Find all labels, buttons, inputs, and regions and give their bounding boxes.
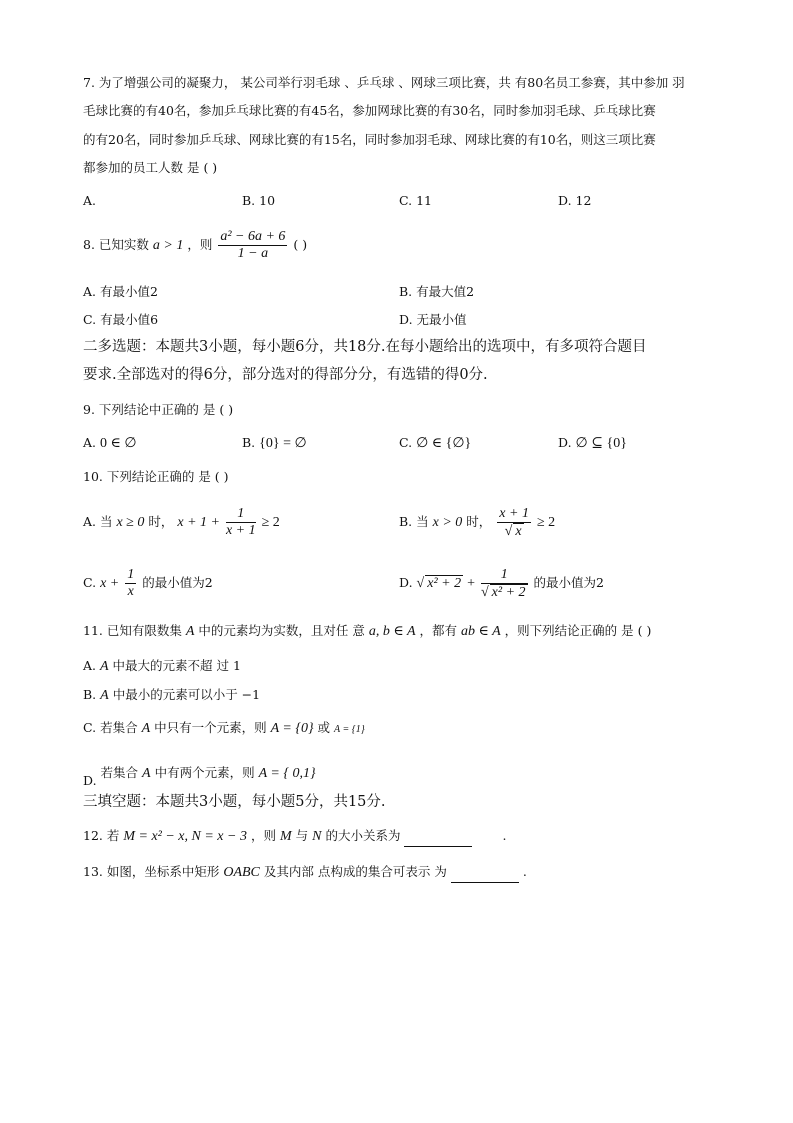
q9-option-d-math: ∅ ⊆ {0}: [575, 436, 627, 451]
q12-mid1: ，则: [250, 828, 276, 843]
q10-d-den: x² + 2: [491, 584, 526, 600]
q11-stem-set: A: [185, 624, 195, 639]
q12-n: N: [312, 829, 322, 844]
q10-d-sqrt-wrap: √ x² + 2: [416, 576, 462, 591]
q12-line: [83, 826, 506, 847]
q9-option-c-label: C.: [399, 435, 413, 450]
q10-b-right: ≥ 2: [536, 515, 556, 530]
q11-stem-b: 中的元素均为实数，且对任 意: [198, 623, 365, 638]
q11-c-set1: A = {0}: [270, 721, 314, 736]
section3-line1: 三填空题：本题共3小题，每小题5分，共15分.: [83, 794, 386, 810]
q12-answer-blank[interactable]: [404, 832, 472, 847]
q10-c-den: x: [127, 584, 134, 599]
q11-b-set: A: [100, 688, 109, 703]
q11-b-label: B.: [83, 687, 97, 702]
q10-stem: 10. 下列结论正确的 是 ( ): [83, 469, 229, 484]
q10-a-time: 时，: [148, 514, 174, 529]
q13-answer-blank[interactable]: [451, 868, 519, 883]
q9-stem: 9. 下列结论中正确的 是 ( ): [83, 402, 234, 417]
q11-option-a: [83, 656, 241, 677]
q13-line: [83, 862, 527, 883]
q11-c-set2: A = {1}: [334, 724, 365, 735]
q9-option-d-label: D.: [558, 435, 572, 450]
q11-stem-cond: a, b ∈ A: [368, 624, 416, 639]
q11-c-mid: 中只有一个元素，则: [154, 720, 267, 735]
q10-d-sqrt1: x² + 2: [427, 576, 462, 591]
q10-a-den: x + 1: [225, 523, 256, 538]
q11-d-set-name: A: [142, 766, 151, 781]
q8-stem: [83, 226, 307, 265]
q9-option-c-math: ∅ ∈ {∅}: [416, 436, 472, 451]
q10-b-fraction: [497, 506, 531, 540]
q8-condition: a > 1: [152, 238, 184, 253]
q10-option-c: [83, 563, 213, 604]
q7-option-d: D. 12: [558, 193, 592, 208]
q10-b-time: 时，: [466, 514, 492, 529]
q11-a-set: A: [100, 659, 109, 674]
q10-option-a: [83, 502, 280, 543]
q12-end: .: [502, 828, 507, 843]
q10-b-den: x: [515, 523, 522, 539]
q10-option-b: [399, 502, 555, 543]
q7-line4: 都参加的员工人数 是 ( ): [83, 160, 218, 175]
q11-d-set: A = { 0,1}: [258, 766, 316, 781]
q11-stem-a: 11. 已知有限数集: [83, 623, 182, 638]
q10-a-num: 1: [226, 506, 256, 523]
q10-c-label: C.: [83, 575, 97, 590]
q11-stem-c: ，都有: [419, 623, 458, 638]
q7-line3: 的有20名，同时参加乒乓球、网球比赛的有15名，同时参加羽毛球、网球比赛的有10名，则这三项比赛: [83, 132, 656, 147]
q11-option-c: [83, 718, 365, 740]
q11-d-mid: 中有两个元素，则: [154, 765, 255, 780]
q10-c-expr: x +: [100, 576, 120, 591]
q11-a-label: A.: [83, 658, 97, 673]
q8-mid: ，则: [187, 237, 213, 252]
q10-c-num: 1: [127, 567, 135, 582]
q10-c-fraction: [125, 567, 136, 600]
q9-option-a-label: A.: [83, 435, 97, 450]
q9-option-d: [558, 433, 627, 454]
q10-b-label: B. 当: [399, 514, 429, 529]
q9-option-b-math: {0} = ∅: [259, 436, 307, 451]
q11-stem-ab: ab ∈ A: [461, 624, 501, 639]
q10-a-expr: x + 1 +: [177, 515, 220, 530]
q10-d-plus: +: [467, 576, 475, 591]
q8-option-c: C. 有最小值6: [83, 312, 159, 327]
q11-c-or: 或: [317, 720, 331, 735]
q12-m: M: [279, 829, 292, 844]
section2-line1: 二多选题：本题共3小题，每小题6分，共18分.在每小题给出的选项中，有多项符合题目: [83, 339, 647, 355]
q8-paren: ( ): [293, 237, 308, 252]
q9-option-a: [83, 433, 137, 454]
q9-option-b: [242, 433, 307, 454]
q12-tail: 的大小关系为: [325, 828, 401, 843]
q8-denominator: 1 − a: [237, 246, 269, 261]
q8-numerator: a² − 6a + 6: [220, 229, 286, 244]
q10-d-tail: 的最小值为2: [533, 575, 604, 590]
q11-d-label: D.: [83, 773, 97, 788]
q12-mid2: 与: [295, 828, 309, 843]
q11-b-text: 中最小的元素可以小于 −1: [112, 687, 261, 702]
q10-a-label: A. 当: [83, 514, 113, 529]
q10-option-d: [399, 563, 604, 604]
q13-label: 13. 如图，坐标系中矩形: [83, 864, 220, 879]
q9-option-c: [399, 433, 471, 454]
q10-a-fraction: [226, 506, 256, 539]
q10-b-den-wrap: √ x: [504, 523, 522, 539]
q7-option-a: A.: [83, 193, 97, 208]
q8-option-d: D. 无最小值: [399, 312, 467, 327]
q11-d-prefix: 若集合: [100, 765, 139, 780]
q11-option-d: [83, 760, 316, 787]
q10-a-cond: x ≥ 0: [116, 515, 145, 530]
q11-c-set: A: [141, 721, 151, 736]
q10-d-fraction: [481, 567, 528, 601]
q10-a-right: ≥ 2: [261, 515, 280, 530]
q9-option-b-label: B.: [242, 435, 256, 450]
q10-d-den-wrap: √ x² + 2: [480, 584, 526, 600]
q8-fraction: [218, 229, 287, 262]
q11-stem: [83, 621, 651, 642]
section2-line2: 要求.全部选对的得6分，部分选对的得部分分，有选错的得0分.: [83, 367, 488, 383]
q12-expr: M = x² − x, N = x − 3: [123, 829, 247, 844]
q8-option-b: B. 有最大值2: [399, 284, 475, 299]
q7-option-c: C. 11: [399, 193, 432, 208]
q13-end: .: [522, 864, 527, 879]
q13-mid: 及其内部 点构成的集合可表示 为: [263, 864, 447, 879]
q8-option-a: A. 有最小值2: [83, 284, 158, 299]
q8-prefix: 8. 已知实数: [83, 237, 149, 252]
q10-b-cond: x > 0: [432, 515, 463, 530]
q7-line2: 毛球比赛的有40名，参加乒乓球比赛的有45名，参加网球比赛的有30名，同时参加羽毛球、乒乓球比赛: [83, 103, 656, 118]
q10-b-num: x + 1: [499, 505, 529, 521]
q7-option-b: B. 10: [242, 193, 276, 208]
q12-label: 12. 若: [83, 828, 120, 843]
q11-a-text: 中最大的元素不超 过 1: [112, 658, 241, 673]
q10-d-label: D.: [399, 575, 413, 590]
q7-line1: 7. 为了增强公司的凝聚力， 某公司举行羽毛球 、乒乓球 、网球三项比赛，共 有80名员工参赛，其中参加 羽: [83, 75, 685, 90]
q11-c-label: C. 若集合: [83, 720, 138, 735]
q10-c-tail: 的最小值为2: [142, 575, 213, 590]
q11-stem-d: ，则下列结论正确的 是 ( ): [504, 623, 652, 638]
q13-shape: OABC: [223, 865, 260, 880]
q10-d-num: 1: [481, 567, 528, 584]
q11-option-b: [83, 685, 260, 706]
q9-option-a-math: 0 ∈ ∅: [100, 436, 137, 451]
